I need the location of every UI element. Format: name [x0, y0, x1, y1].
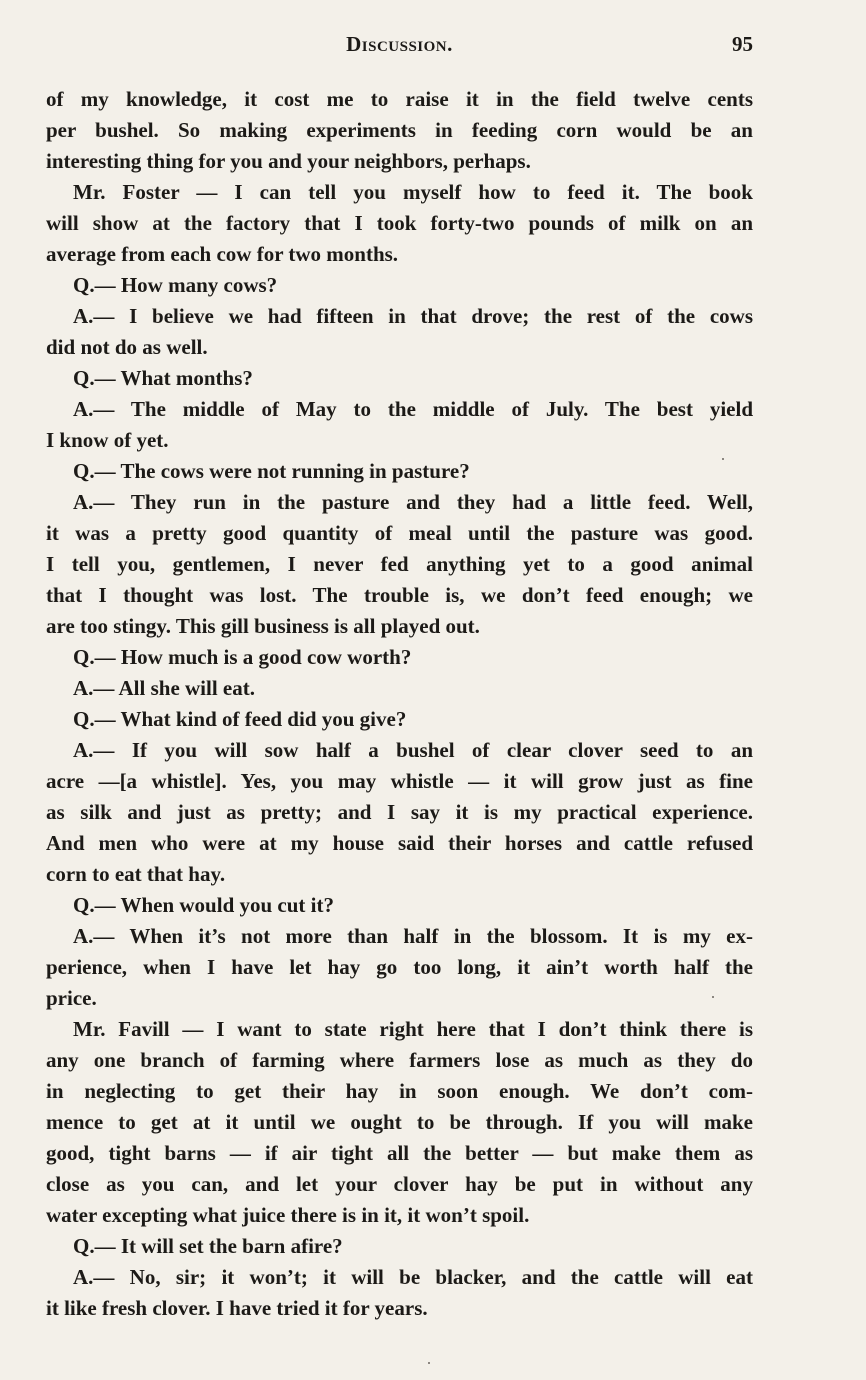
text-line: Q.— How many cows?	[73, 273, 278, 297]
text-line: are too stingy. This gill business is all played out.	[46, 614, 480, 638]
text-line: A.— All she will eat.	[73, 676, 255, 700]
text-line: A.— I believe we had fifteen in that drove; the rest of the cows	[73, 304, 753, 328]
text-line: perience, when I have let hay go too long, it ain’t worth half the	[46, 955, 753, 979]
text-line: mence to get at it until we ought to be through. If you will make	[46, 1110, 753, 1134]
text-line: Q.— What months?	[73, 366, 253, 390]
text-line: A.— If you will sow half a bushel of clear clover seed to an	[73, 738, 753, 762]
text-line: did not do as well.	[46, 335, 208, 359]
text-line: Q.— It will set the barn afire?	[73, 1234, 343, 1258]
text-line: it was a pretty good quantity of meal until the pasture was good.	[46, 521, 753, 545]
ink-speck	[722, 458, 724, 460]
text-line: price.	[46, 986, 97, 1010]
text-line: Mr. Favill — I want to state right here that I don’t think there is	[73, 1017, 753, 1041]
text-line: Mr. Foster — I can tell you myself how to feed it. The book	[73, 180, 753, 204]
body-text	[46, 84, 753, 1324]
text-line: of my knowledge, it cost me to raise it in the field twelve cents	[46, 87, 753, 111]
text-line: Q.— The cows were not running in pasture?	[73, 459, 470, 483]
ink-speck	[428, 1362, 430, 1364]
text-line: average from each cow for two months.	[46, 242, 399, 266]
text-line: Q.— What kind of feed did you give?	[73, 707, 407, 731]
text-line: Q.— When would you cut it?	[73, 893, 334, 917]
text-line: A.— When it’s not more than half in the blossom. It is my ex-	[73, 924, 753, 948]
text-line: And men who were at my house said their horses and cattle refused	[46, 831, 753, 855]
text-line: A.— The middle of May to the middle of July. The best yield	[73, 397, 753, 421]
ink-speck	[712, 996, 714, 998]
text-line: Q.— How much is a good cow worth?	[73, 645, 412, 669]
text-line: as silk and just as pretty; and I say it is my practical experience.	[46, 800, 753, 824]
text-line: any one branch of farming where farmers lose as much as they do	[46, 1048, 753, 1072]
text-line: I tell you, gentlemen, I never fed anything yet to a good animal	[46, 552, 753, 576]
text-line: good, tight barns — if air tight all the better — but make them as	[46, 1141, 753, 1165]
text-line: A.— No, sir; it won’t; it will be blacker, and the cattle will eat	[73, 1265, 753, 1289]
text-line: corn to eat that hay.	[46, 862, 226, 886]
text-line: water excepting what juice there is in it, it won’t spoil.	[46, 1203, 530, 1227]
text-line: interesting thing for you and your neighbors, perhaps.	[46, 149, 531, 173]
page-number: 95	[732, 32, 753, 56]
text-line: that I thought was lost. The trouble is, we don’t feed enough; we	[46, 583, 753, 607]
text-line: acre —[a whistle]. Yes, you may whistle — it will grow just as fine	[46, 769, 753, 793]
text-line: will show at the factory that I took forty-two pounds of milk on an	[46, 211, 753, 235]
text-line: per bushel. So making experiments in feeding corn would be an	[46, 118, 753, 142]
text-line: in neglecting to get their hay in soon enough. We don’t com-	[46, 1079, 753, 1103]
text-line: I know of yet.	[46, 428, 169, 452]
text-line: A.— They run in the pasture and they had a little feed. Well,	[73, 490, 753, 514]
text-line: it like fresh clover. I have tried it for years.	[46, 1296, 428, 1320]
running-head: Discussion.	[346, 32, 453, 56]
page-header	[46, 30, 753, 64]
text-line: close as you can, and let your clover hay be put in without any	[46, 1172, 753, 1196]
